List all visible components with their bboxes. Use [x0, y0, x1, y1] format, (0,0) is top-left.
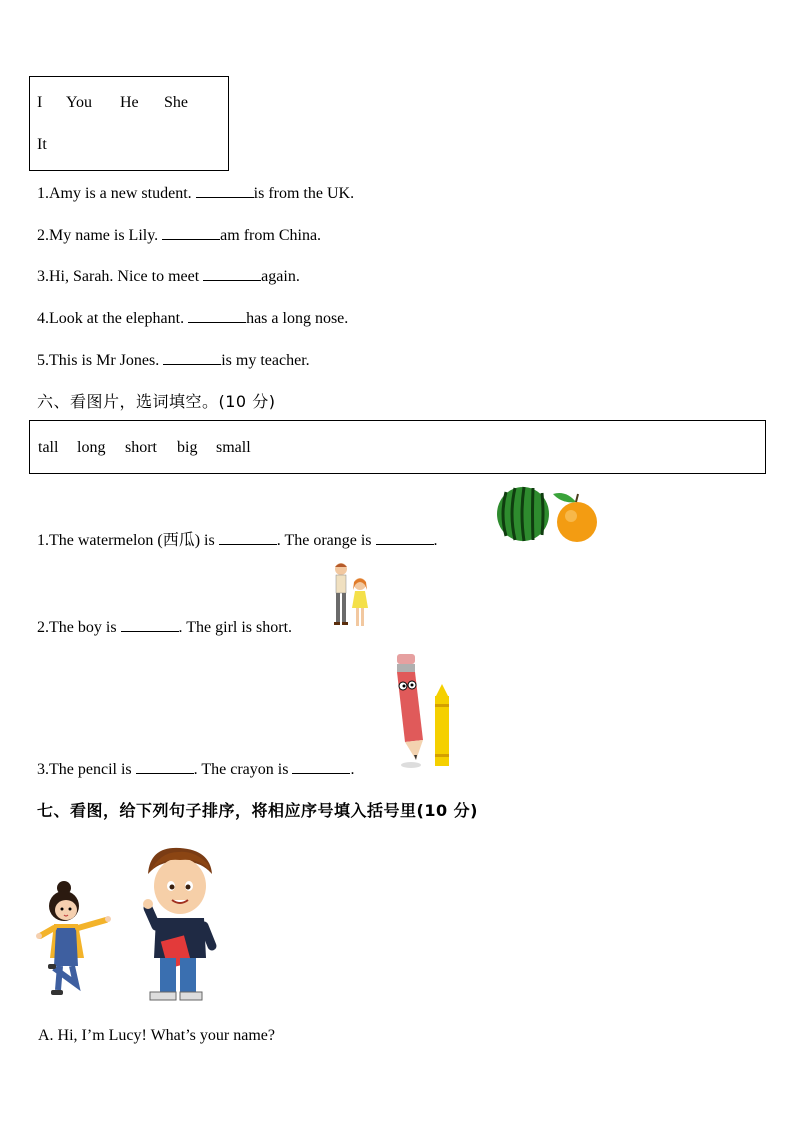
pronoun-word: It	[37, 136, 47, 153]
question-4: 4.Look at the elephant. has a long nose.	[37, 310, 349, 327]
answer-blank[interactable]	[292, 759, 350, 774]
word-bank-item: tall	[38, 439, 59, 456]
word-bank-item: big	[177, 439, 198, 456]
pronoun-word: I	[37, 94, 43, 111]
watermelon-icon	[496, 484, 600, 544]
word-bank-item: short	[125, 439, 157, 456]
section6-question-3: 3.The pencil is . The crayon is .	[37, 761, 355, 778]
answer-blank[interactable]	[121, 617, 179, 632]
word-bank-item: small	[216, 439, 251, 456]
boy-with-book-icon	[140, 846, 220, 1002]
answer-blank[interactable]	[203, 266, 261, 281]
crayon-icon	[432, 682, 452, 772]
question-2: 2.My name is Lily. am from China.	[37, 227, 322, 244]
pronoun-word: She	[164, 94, 188, 111]
section-7-heading: 七、看图，给下列句子排序，将相应序号填入括号里(10 分)	[37, 801, 478, 820]
girl-lucy-icon	[36, 878, 116, 1000]
section6-question-2: 2.The boy is . The girl is short.	[37, 619, 293, 636]
section-6-heading: 六、看图片，选词填空。(10 分)	[37, 392, 276, 411]
question-1: 1.Amy is a new student. is from the UK.	[37, 185, 355, 202]
answer-blank[interactable]	[163, 350, 221, 365]
answer-blank[interactable]	[219, 530, 277, 545]
sentence-a: A. Hi, I’m Lucy! What’s your name?	[38, 1027, 275, 1044]
answer-blank[interactable]	[188, 308, 246, 323]
question-3: 3.Hi, Sarah. Nice to meet again.	[37, 268, 300, 285]
answer-blank[interactable]	[196, 183, 254, 198]
answer-blank[interactable]	[376, 530, 434, 545]
section6-question-1: 1.The watermelon (西瓜) is . The orange is .	[37, 532, 438, 549]
question-5: 5.This is Mr Jones. is my teacher.	[37, 352, 310, 369]
boy-girl-icon	[330, 560, 374, 632]
pronoun-word: You	[66, 94, 92, 111]
word-bank-item: long	[77, 439, 106, 456]
pronoun-word: He	[120, 94, 139, 111]
answer-blank[interactable]	[162, 225, 220, 240]
pronoun-word-box	[29, 76, 229, 171]
answer-blank[interactable]	[136, 759, 194, 774]
